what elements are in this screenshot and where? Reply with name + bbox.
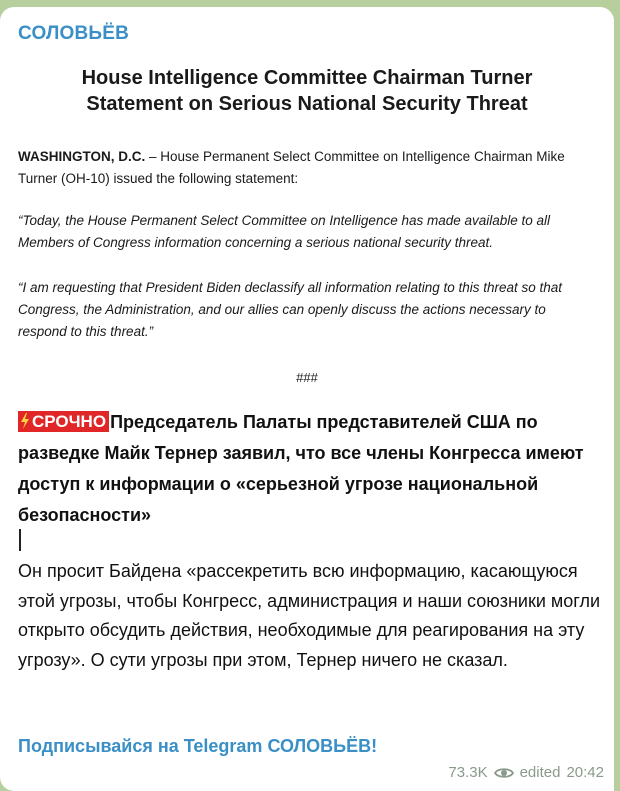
edited-label: edited bbox=[519, 764, 561, 781]
subscribe-link[interactable]: Подписывайся на Telegram СОЛОВЬЁВ! bbox=[18, 736, 378, 756]
headline-text: Председатель Палаты представителей США по разведке Майк Тернер заявил, что все члены Конгресса имеют доступ к информации о «серьезной угрозе национальной безопасности» bbox=[18, 412, 584, 525]
post-body: Он просит Байдена «рассекретить всю информацию, касающуюся этой угрозы, чтобы Конгресс, администрация и наши союзники могли открыто обсудить действия, необходимые для реагирования на эту угрозу». О сути угрозы при этом, Тернер ничего не сказал. bbox=[18, 561, 601, 670]
lightning-icon bbox=[20, 413, 30, 429]
urgent-badge bbox=[18, 411, 109, 432]
intro-text: – House Permanent Select Committee on Intelligence Chairman Mike Turner (OH-10) issued the following statement: bbox=[18, 149, 565, 186]
statement-quote-1: “Today, the House Permanent Select Committee on Intelligence has made available to all Members of Congress information concerning a serious national security threat. bbox=[18, 213, 551, 250]
message-bubble bbox=[0, 7, 614, 791]
urgent-badge-label: СРОЧНО bbox=[32, 412, 107, 431]
view-count: 73.3K bbox=[448, 764, 488, 781]
statement-title-line1: House Intelligence Committee Chairman Turner bbox=[81, 67, 533, 89]
statement-image[interactable] bbox=[0, 53, 614, 401]
channel-name[interactable]: СОЛОВЬЁВ bbox=[18, 23, 130, 44]
eye-icon bbox=[494, 766, 514, 780]
message-time: 20:42 bbox=[566, 764, 604, 781]
statement-intro bbox=[18, 146, 598, 190]
post-headline bbox=[18, 407, 603, 531]
end-mark: ### bbox=[296, 370, 318, 385]
dateline: WASHINGTON, D.C. bbox=[18, 149, 146, 164]
statement-quote-2: “I am requesting that President Biden declassify all information relating to this threat so that Congress, the Administration, and our allies can openly discuss the actions necessary to respond to this threat.” bbox=[18, 280, 563, 339]
message-meta bbox=[448, 764, 604, 781]
text-cursor bbox=[19, 529, 21, 551]
statement-title-line2: Statement on Serious National Security Threat bbox=[86, 93, 528, 115]
statement-title bbox=[0, 65, 614, 117]
